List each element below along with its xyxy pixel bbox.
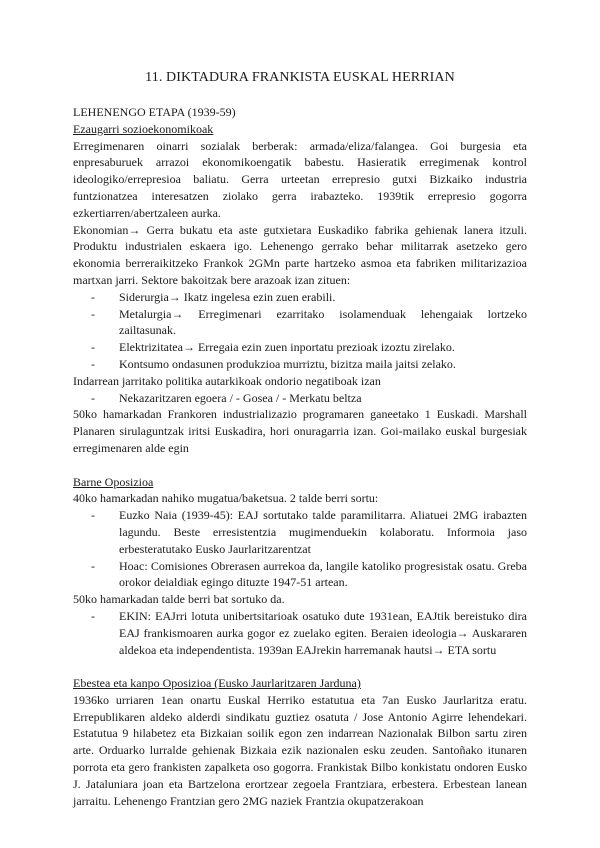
paragraph: Indarrean jarritako politika autarkikoak ondorio negatiboak izan [73,373,381,388]
list-item: - Euzko Naia (1939-45): EAJ sortutako talde paramilitarra. Aliatuei 2MG irabazten lagundu. Beste erresistentzia mugimenduekin kolaboratu. Informoia jaso erbesteratutako Eusko Jaurlaritzarentzat [73,507,527,557]
section-heading: LEHENENGO ETAPA (1939-59) [73,105,236,119]
subsection-heading: Ezaugarri sozioekonomikoak [73,121,214,136]
subsection-heading: Ebestea eta kanpo Oposizioa (Eusko Jaurlaritzaren Jarduna) [73,676,361,691]
bullet-list [73,390,527,407]
page-title: 11. DIKTADURA FRANKISTA EUSKAL HERRIAN [145,70,455,85]
list-item: - EKIN: EAJrri lotuta unibertsitarioak osatuko dute 1931ean, EAJtik bereistuko dira EAJ frankismoaren aurka gogor ez zuelako egiten. Beraien ideologia→ Auskararen aldekoa eta independentista. 1939an EAJrekin harremanak hautsi→ ETA sortu [73,608,527,658]
spacer [73,658,527,675]
paragraph: 1936ko urriaren 1ean onartu Euskal Herriko estatutua eta 7an Eusko Jaurlaritza eratu. Errepublikaren aldeko alderdi sindikatu guztiez osatuta / Jose Antonio Agirre lehendekari. Estatutua 9 hilabetez eta Bizkaian soilik egon zen indarrean Nazionalak Bilbon sartu ziren arte. Orduarko lurralde gehienak Bizkaia ezik nazionalen esku zeuden. Santoñako itunaren porrota eta gero frankisten zapalketa oso gogorra. Frankistak Bilbo konkistatu ondoren Eusko J. Jataluniara joan eta Bartzelona erortzear zegoela Frantziara, erbestera. Erbestean lanean jarraitu. Lehenengo Frantzian gero 2MG naziek Frantzia okupatzerakoan [73,692,527,808]
document-body [73,104,527,809]
paragraph: Ekonomian→ Gerra bukatu eta aste gutxietara Euskadiko fabrika gehienak lanera itzuli. Produktu industrialen eskaera igo. Lehenengo gerrako behar militarrak asetzeko gero ekonomia berreraikitzeko Frankok 2GMn parte hartzeko asmoa eta fabriken militarizazioa martxan jarri. Sektore bakoitzak bere arazoak izan zituen: [73,222,527,287]
paragraph: 50ko hamarkadan Frankoren industrializazio programaren ganeetako 1 Euskadi. Marshall Planaren sirulaguntzak iritsi Euskadira, hori onuragarria izan. Goi-mailako euskal burgesiak erregimenaren alde egin [73,407,527,455]
bullet-list [73,289,527,373]
list-item: - Hoac: Comisiones Obrerasen aurrekoa da, langile katoliko progresistak osatu. Greba orokor deialdiak egingo dituzte 1947-51 artean. [73,558,527,592]
bullet-list [73,608,527,658]
list-item: - Siderurgia→ Ikatz ingelesa ezin zuen erabili. [73,289,527,306]
bullet-list [73,507,527,591]
subsection-heading: Barne Oposizioa [73,474,154,489]
paragraph: Erregimenaren oinarri sozialak berberak: armada/eliza/falangea. Goi burgesia eta enpresaburuek arrazoi ekonomikoengatik babestu. Hasieratik erregimenak kontrol ideologiko/errepresioa baliatu. Gerra urteetan errepresio gutxi Bizkaiko industria funtzionatzea interesatzen ziolako gerra irabazteko. 1939tik errepresio gogorra ezkertiarren/abertzaleen aurka. [73,138,527,220]
list-item: - Nekazaritzaren egoera / - Gosea / - Merkatu beltza [73,390,527,407]
paragraph: 40ko hamarkadan nahiko mugatua/baketsua. 2 talde berri sortu: [73,491,379,506]
list-item: - Kontsumo ondasunen produkzioa murriztu, bizitza maila jaitsi zelako. [73,356,527,373]
paragraph: 50ko hamarkadan talde berri bat sortuko da. [73,592,285,607]
list-item: - Elektrizitatea→ Erregaia ezin zuen inportatu prezioak izoztu zirelako. [73,339,527,356]
spacer [73,457,527,474]
list-item: - Metalurgia→ Erregimenari ezarritako isolamenduak lehengaiak lortzeko zailtasunak. [73,306,527,340]
